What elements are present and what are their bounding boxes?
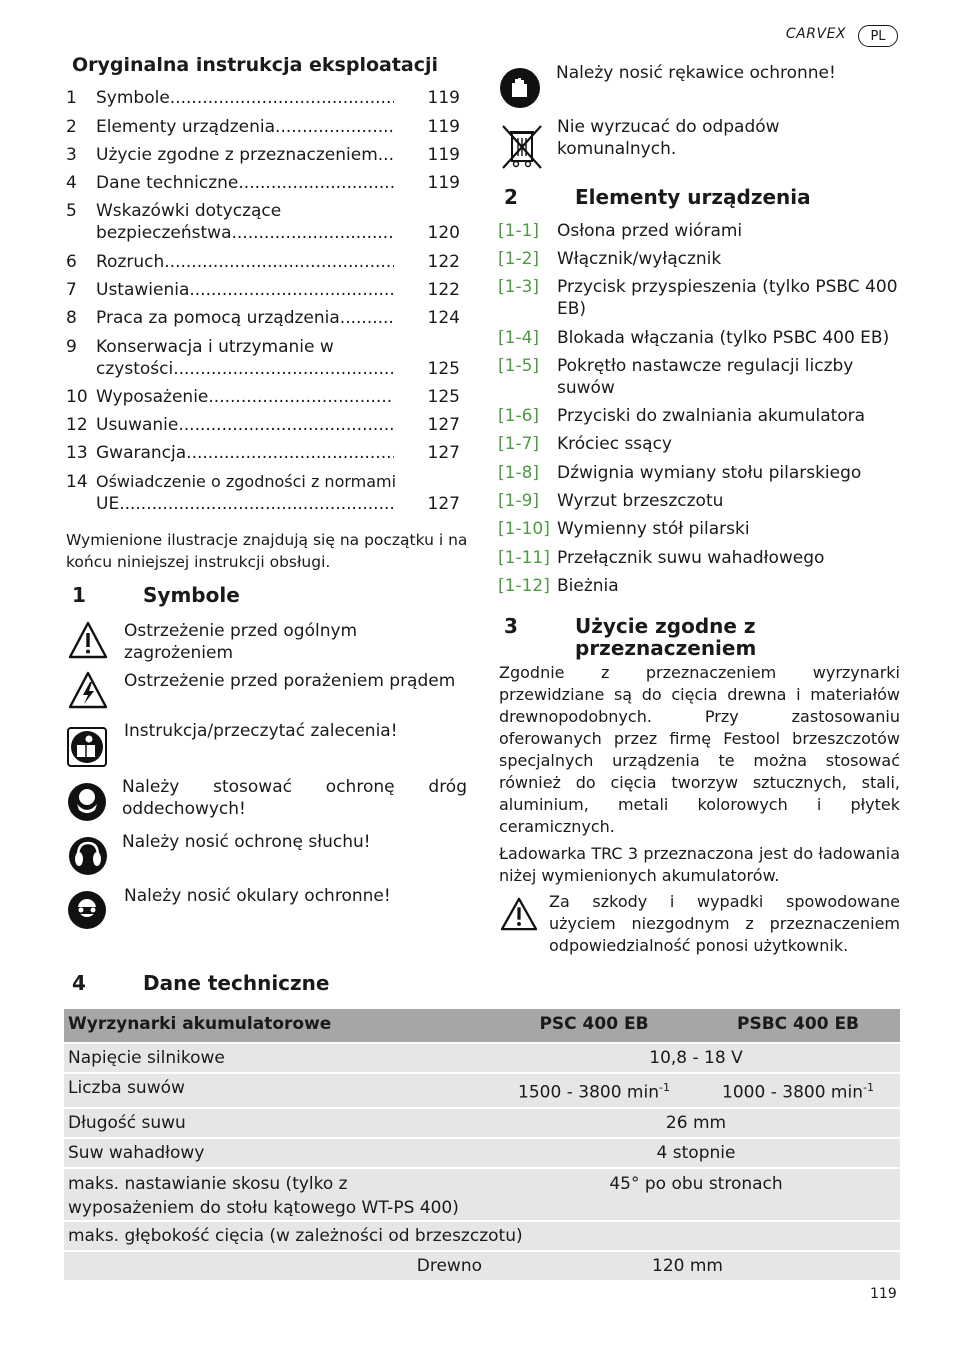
table-row: Długość suwu 26 mm [64,1108,900,1138]
table-header: Wyrzynarki akumulatorowe PSC 400 EB PSBC 400 EB [64,1009,900,1043]
crossed-bin-icon [500,123,544,171]
toc-item[interactable]: 13 Gwarancja ..... 127 [66,443,460,467]
symbol-text: Należy nosić rękawice ochronne! [556,63,836,83]
symbol-text: Należy nosić okulary ochronne! [124,886,391,906]
warning-icon [68,620,108,660]
charger-paragraph: Ładowarka TRC 3 przeznaczona jest do ładowania niżej wymienionych akumulatorów. [499,844,900,885]
section-1-heading: 1 Symbole [72,583,240,607]
section-4-heading: 4 Dane techniczne [72,971,330,995]
read-manual-icon [67,727,107,767]
toc-item[interactable]: 9 Konserwacja i utrzymanie w czystości ..... 125 [66,337,460,387]
safety-goggles-icon [67,890,107,930]
toc-title: Oryginalna instrukcja eksploatacji [72,54,439,76]
gloves-icon [499,67,541,109]
table-row: Liczba suwów 1500 - 3800 $\min^{-1}$ 1000 - 3800 $\min^{-1}$ [64,1073,900,1108]
misuse-warning: Za szkody i wypadki spowodowane użyciem niezgodnym z przeznaczeniem odpowiedzialność ponosi użytkownik. [549,892,900,955]
table-row: maks. nastawianie skosu (tylko z wyposażeniem do stołu kątowego WT-PS 400) 45° po obu stronach [64,1168,900,1221]
page-number: 119 [870,1286,897,1302]
tech-data-table [64,1009,900,1280]
brand-name: CARVEX [785,26,846,42]
section-2-heading: 2 Elementy urządzenia [504,185,811,209]
usage-paragraph: Zgodnie z przeznaczeniem wyrzynarki przewidziane są do cięcia drewna i materiałów drewnopodobnych. Przy zastosowaniu oferowanych przez firmę Festool brzeszczotów specjalnych urządzenia te można stosować również do cięcia tworzyw sztucznych, stali, aluminium, metali kolorowych i płytek ceramicznych. [499,663,900,836]
toc-item[interactable]: 10 Wyposażenie ..... 125 [66,387,460,411]
toc-item[interactable]: 3 Użycie zgodne z przeznaczeniem ..... 119 [66,145,460,169]
table-row: maks. głębokość cięcia (w zależności od brzeszczotu) [64,1221,900,1251]
ear-protection-icon [68,836,108,876]
symbol-text: Ostrzeżenie przed porażeniem prądem [124,671,456,691]
toc-item[interactable]: 12 Usuwanie ..... 127 [66,415,460,439]
symbol-text: Należy stosować ochronę dróg oddechowych! [122,777,467,819]
respirator-icon [67,782,107,822]
symbol-text: Ostrzeżenie przed ogólnym zagrożeniem [124,621,358,663]
toc-item[interactable]: 2 Elementy urządzenia ..... 119 [66,117,460,141]
toc-item[interactable]: 4 Dane techniczne ..... 119 [66,173,460,197]
toc-item[interactable]: 5 Wskazówki dotyczące bezpieczeństwa ..... 120 [66,201,460,251]
section-3-heading: 3 Użycie zgodne z przeznaczeniem [504,614,757,660]
toc-item[interactable]: 6 Rozruch ..... 122 [66,252,460,276]
toc-item[interactable]: 14 Oświadczenie o zgodności z normami UE ..... 127 [66,472,460,522]
toc-item[interactable]: 8 Praca za pomocą urządzenia ..... 124 [66,308,460,332]
warning-icon [500,896,538,932]
toc-item[interactable]: 7 Ustawienia ..... 122 [66,280,460,304]
language-badge: PL [858,25,898,47]
symbol-text: Nie wyrzucać do odpadów komunalnych. [557,117,780,159]
toc-item[interactable]: 1 Symbole ..... 119 [66,88,460,112]
symbol-text: Instrukcja/przeczytać zalecenia! [124,721,398,741]
symbol-text: Należy nosić ochronę słuchu! [122,832,371,852]
toc-note: Wymienione ilustracje znajdują się na początku i na końcu niniejszej instrukcji obsługi. [66,531,468,571]
electric-warning-icon [68,670,108,710]
table-row: Drewno 120 mm [64,1251,900,1280]
table-row: Napięcie silnikowe 10,8 - 18 V [64,1043,900,1073]
table-row: Suw wahadłowy 4 stopnie [64,1138,900,1168]
